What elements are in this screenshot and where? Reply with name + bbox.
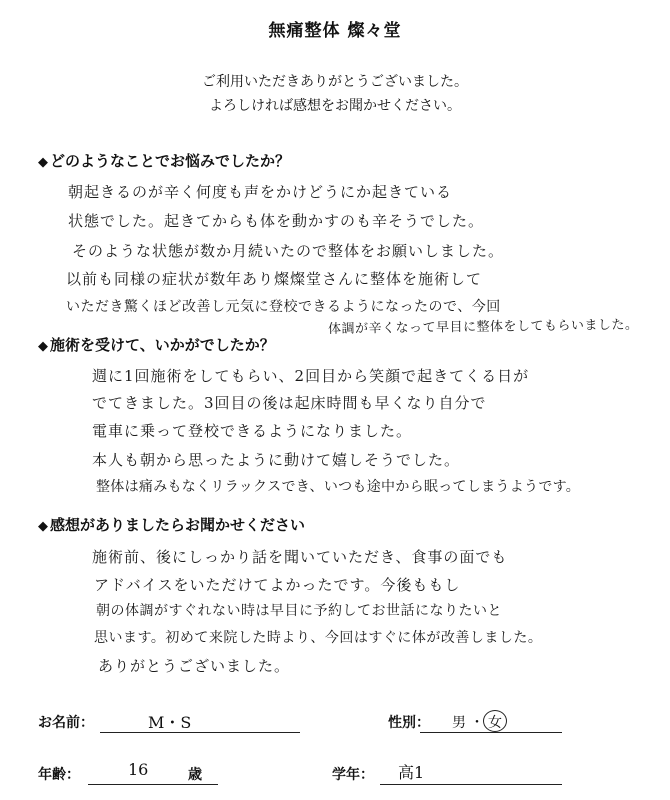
age-value: 16 (128, 760, 149, 779)
answer-3-line-5: ありがとうございました。 (98, 657, 291, 675)
question-3 (38, 514, 305, 535)
answer-1-line-4: 以前も同様の症状が数年あり燦燦堂さんに整体を施術して (66, 270, 483, 288)
answer-2-line-5: 整体は痛みもなくリラックスでき、いつも途中から眠ってしまうようです。 (96, 479, 581, 495)
intro-line-1: ご利用いただきありがとうございました。 (202, 74, 468, 90)
answer-2-line-2: でてきました。3回目の後は起床時間も早くなり自分で (92, 394, 487, 412)
answer-3-line-1: 施術前、後にしっかり話を聞いていただき、食事の面でも (92, 548, 508, 566)
name-label: お名前： (38, 715, 94, 731)
selected-gender-circle (483, 710, 507, 732)
question-1-text: どのようなことでお悩みでしたか？ (50, 152, 291, 170)
grade-label: 学年： (332, 767, 374, 783)
clinic-title: 無痛整体 燦々堂 (268, 21, 402, 41)
age-unit: 歳 (188, 767, 202, 783)
gender-underline (420, 732, 562, 733)
answer-3-line-3: 朝の体調がすぐれない時は早目に予約してお世話になりたいと (96, 603, 502, 619)
grade-value: 高1 (398, 763, 425, 782)
intro-line-2: よろしければ感想をお聞かせください。 (209, 98, 461, 114)
gender-separator: ・ (470, 715, 484, 731)
age-underline (88, 784, 218, 785)
answer-2-line-3: 電車に乗って登校できるようになりました。 (92, 422, 413, 440)
diamond-icon: ◆ (38, 339, 48, 354)
grade-underline (380, 784, 562, 785)
age-label: 年齢： (38, 767, 80, 783)
answer-3-line-4: 思います。初めて来院した時より、今回はすぐに体が改善しました。 (94, 630, 543, 646)
question-2 (38, 334, 275, 355)
answer-2-line-1: 週に1回施術をしてもらい、2回目から笑顔で起きてくる日が (92, 367, 530, 385)
diamond-icon: ◆ (38, 155, 48, 170)
name-underline (100, 732, 300, 733)
answer-1-line-3: そのような状態が数か月続いたので整体をお願いしました。 (72, 242, 505, 260)
question-3-text: 感想がありましたらお聞かせください (50, 516, 306, 534)
diamond-icon: ◆ (38, 519, 48, 534)
answer-2-line-4: 本人も朝から思ったように動けて嬉しそうでした。 (92, 451, 461, 469)
answer-1-line-2: 状態でした。起きてからも体を動かすのも辛そうでした。 (68, 212, 485, 230)
question-2-text: 施術を受けて、いかがでしたか？ (50, 336, 275, 354)
answer-1-line-6: 体調が辛くなって早目に整体をしてもらいました。 (327, 317, 639, 337)
name-value: M・S (148, 713, 192, 732)
gender-label: 性別： (388, 715, 430, 731)
answer-3-line-2: アドバイスをいただけてよかったです。今後ももし (94, 576, 461, 594)
gender-option-female: 女 (488, 715, 502, 731)
answer-1-line-5: いただき驚くほど改善し元気に登校できるようになったので、今回 (66, 299, 501, 315)
question-1 (38, 150, 290, 171)
answer-1-line-1: 朝起きるのが辛く何度も声をかけどうにか起きている (68, 183, 453, 201)
intro-message (0, 70, 670, 118)
gender-option-male: 男 (452, 715, 466, 731)
